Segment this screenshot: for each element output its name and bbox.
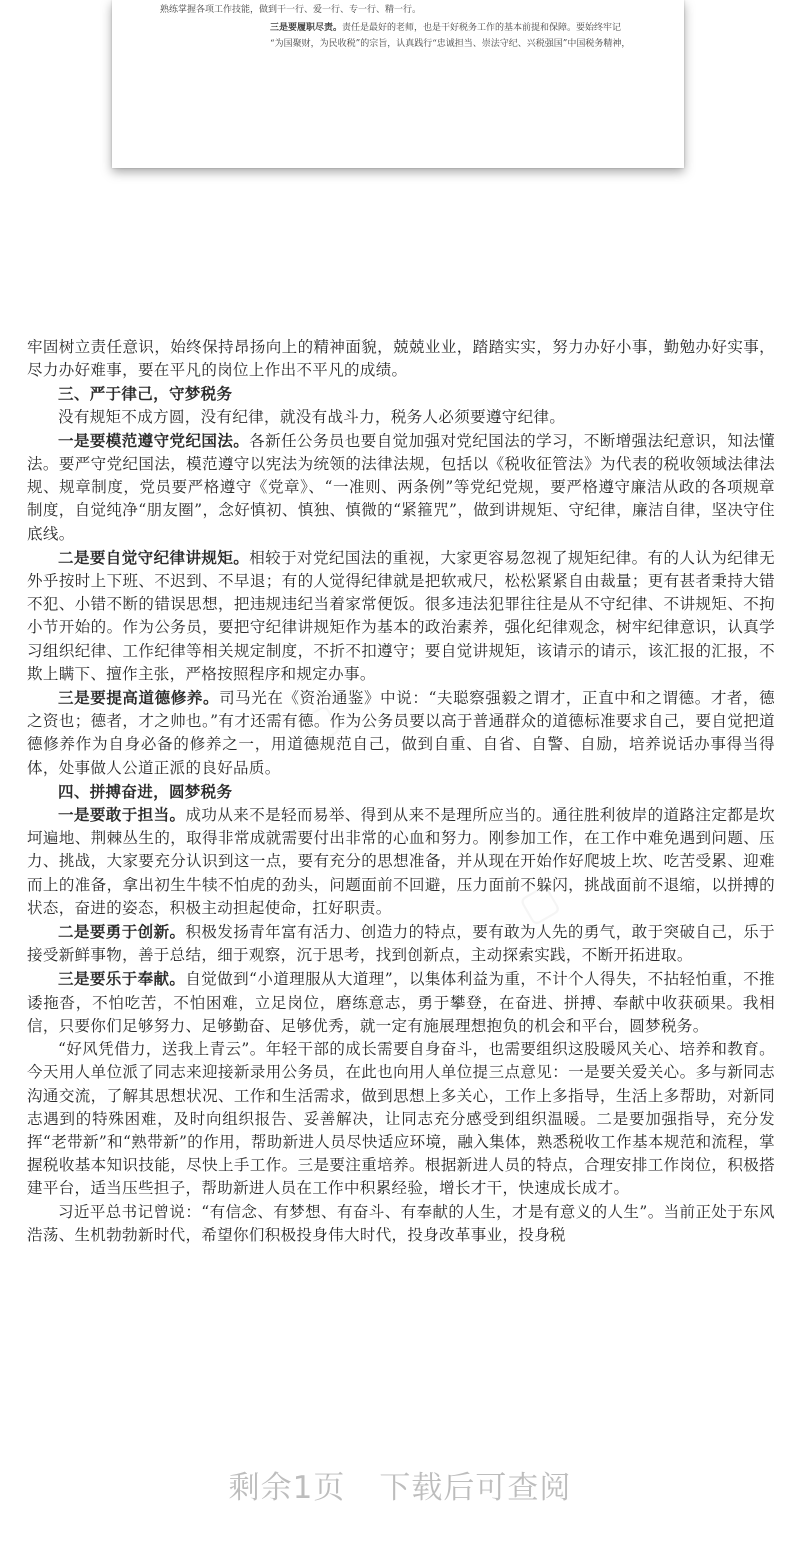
paragraph <box>27 803 775 920</box>
preview-text: 责任是最好的老师，也是干好税务工作的基本前提和保障。要始终牢记 <box>342 23 622 33</box>
paragraph: “好风凭借力，送我上青云”。年轻干部的成长需要自身奋斗，也需要组织这股暖风关心、培养和教育。今天用人单位派了同志来迎接新录用公务员，在此也向用人单位提三点意见：一是要关爱关心。多与新同志沟通交流，了解其思想状况、工作和生活需求，做到思想上多关心，工作上多指导，生活上多帮助，对新同志遇到的特殊困难，及时向组织报告、妥善解决，让同志充分感受到组织温暖。二是要加强指导，充分发挥“老带新”和“熟带新”的作用，帮助新进人员尽快适应环境，融入集体，熟悉税收工作基本规范和流程，掌握税收基本知识技能，尽快上手工作。三是要注重培养。根据新进人员的特点，合理安排工作岗位，积极搭建平台，适当压些担子，帮助新进人员在工作中积累经验，增长才干，快速成长成才。 <box>27 1040 775 1198</box>
paragraph-lead: 二是要勇于创新。 <box>58 922 186 942</box>
paragraph-text: 相较于对党纪国法的重视，大家更容易忽视了规矩纪律。有的人认为纪律无外乎按时上下班、不迟到、不早退；有的人觉得纪律就是把软戒尺，松松紧紧自由裁量；更有甚者秉持大错不犯、小错不断的错误思想，把违规违纪当着家常便饭。很多违法犯罪往往是从不守纪律、不讲规矩、不拘小节开始的。作为公务员，要把守纪律讲规矩作为基本的政治素养，强化纪律观念，树牢纪律意识，认真学习组织纪律、工作纪律等相关规定制度，不折不扣遵守；要自觉讲规矩，该请示的请示，该汇报的汇报，不欺上瞒下、擅作主张，严格按照程序和规定办事。 <box>27 548 776 683</box>
paragraph: 没有规矩不成方圆，没有纪律，就没有战斗力，税务人必须要遵守纪律。 <box>58 407 566 426</box>
paragraph: 习近平总书记曾说：“有信念、有梦想、有奋斗、有奉献的人生，才是有意义的人生”。当前正处于东风浩荡、生机勃勃新时代，希望你们积极投身伟大时代，投身改革事业，投身税 <box>27 1202 775 1244</box>
preview-line <box>270 22 684 34</box>
paragraph-lead: 三是要乐于奉献。 <box>58 969 186 989</box>
paragraph-lead: 二是要自觉守纪律讲规矩。 <box>58 547 250 567</box>
paragraph-lead: 一是要敢于担当。 <box>58 805 186 825</box>
paragraph-text: 各新任公务员也要自觉加强对党纪国法的学习，不断增强法纪意识，知法懂法。要严守党纪国法，模范遵守以宪法为统领的法律法规，包括以《税收征管法》为代表的税收领域法律法规、规章制度，党员要严格遵守《党章》、“一准则、两条例”等党纪党规，要严格遵守廉洁从政的各项规章制度，自觉纯净“朋友圈”，念好慎初、慎独、慎微的“紧箍咒”，做到讲规矩、守纪律，廉洁自律，坚决守住底线。 <box>27 431 776 543</box>
section-heading: 三、严于律己，守梦税务 <box>58 384 233 404</box>
paragraph-text: 司马光在《资治通鉴》中说：“夫聪察强毅之谓才，正直中和之谓德。才者，德之资也；德者，才之帅也。”有才还需有德。作为公务员要以高于普通群众的道德标准要求自己，要自觉把道德修养作为自身必备的修养之一，用道德规范自己，做到自重、自省、自警、自励，培养说话办事得当得体，处事做人公道正派的良好品质。 <box>27 689 775 777</box>
paragraph-text: 自觉做到“小道理服从大道理”，以集体利益为重，不计个人得失，不拈轻怕重，不推诿拖沓，不怕吃苦，不怕困难，立足岗位，磨练意志，勇于攀登，在奋进、拼搏、奉献中收获硕果。我相信，只要你们足够努力、足够勤奋、足够优秀，就一定有施展理想抱负的机会和平台，圆梦税务。 <box>27 970 775 1035</box>
download-banner[interactable] <box>0 1468 800 1508</box>
paragraph <box>27 429 775 546</box>
remaining-pages-label: 剩余1页 <box>228 1470 346 1506</box>
paragraph <box>27 686 775 780</box>
section-heading: 四、拼搏奋进，圆梦税务 <box>58 781 233 801</box>
paragraph <box>27 920 775 967</box>
paragraph <box>27 967 775 1038</box>
preview-line: “为国聚财，为民收税”的宗旨，认真践行“忠诚担当、崇法守纪、兴税强国”中国税务精神， <box>270 39 631 49</box>
paragraph-lead: 一是要模范遵守党纪国法。 <box>58 430 250 450</box>
paragraph: 牢固树立责任意识，始终保持昂扬向上的精神面貌，兢兢业业，踏踏实实，努力办好小事，勤勉办好实事，尽力办好难事，要在平凡的岗位上作出不平凡的成绩。 <box>27 338 775 380</box>
document-body <box>27 336 775 1247</box>
paragraph-text: 成功从来不是轻而易举、得到从来不是理所应当的。通往胜利彼岸的道路注定都是坎坷遍地、荆棘丛生的，取得非常成就需要付出非常的心血和努力。刚参加工作，在工作中难免遇到问题、压力、挑战，大家要充分认识到这一点，要有充分的思想准备，并从现在开始作好爬坡上坎、吃苦受累、迎难而上的准备，拿出初生牛犊不怕虎的劲头，问题面前不回避，压力面前不躲闪，挑战面前不退缩，以拼搏的状态，奋进的姿态，积极主动担起使命，扛好职责。 <box>27 806 775 917</box>
paragraph <box>27 546 775 686</box>
paragraph-lead: 三是要提高道德修养。 <box>58 688 220 708</box>
preview-line: 熟练掌握各项工作技能，做到干一行、爱一行、专一行、精一行。 <box>160 5 422 15</box>
paragraph-text: 积极发扬青年富有活力、创造力的特点，要有敢为人先的勇气，敢于突破自己，乐于接受新鲜事物，善于总结，细于观察，沉于思考，找到创新点，主动探索实践，不断开拓进取。 <box>27 923 775 965</box>
download-to-view-label[interactable]: 下载后可查阅 <box>379 1470 572 1506</box>
document-preview-card <box>112 0 684 168</box>
preview-bold-lead: 三是要履职尽责。 <box>270 23 343 33</box>
